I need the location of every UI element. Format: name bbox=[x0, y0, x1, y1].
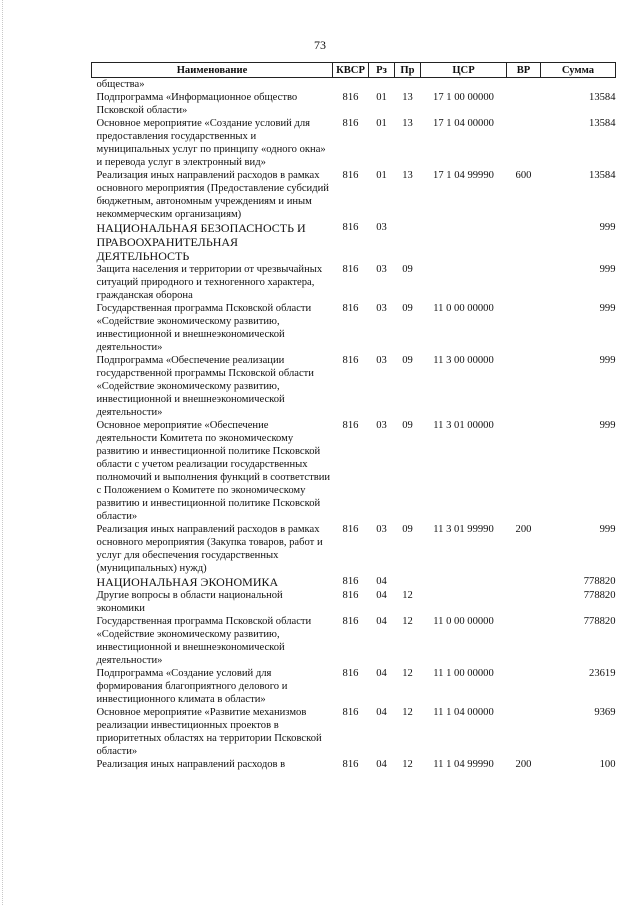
cell-csr: 11 0 00 00000 bbox=[433, 303, 494, 314]
cell-pr: 12 bbox=[402, 759, 413, 770]
cell-rz: 03 bbox=[376, 222, 387, 233]
cell-name: Реализация иных направлений расходов в рамках основного мероприятия (Закупка товаров, работ и услуг для обеспечения государственных (муниципальных) нужд) bbox=[96, 524, 323, 574]
cell-vr: 600 bbox=[515, 170, 532, 181]
table-header bbox=[92, 63, 616, 78]
cell-pr: 09 bbox=[402, 524, 413, 535]
cell-rz: 04 bbox=[376, 707, 387, 718]
header-pr: Пр bbox=[395, 63, 421, 78]
cell-kvsr: 816 bbox=[342, 264, 359, 275]
cell-kvsr: 816 bbox=[342, 616, 359, 627]
cell-name: общества» bbox=[96, 79, 145, 90]
cell-sum: 999 bbox=[599, 420, 616, 431]
cell-sum: 13584 bbox=[589, 118, 616, 129]
header-sum: Сумма bbox=[541, 63, 616, 78]
cell-pr: 12 bbox=[402, 707, 413, 718]
cell-rz: 03 bbox=[376, 303, 387, 314]
cell-pr: 12 bbox=[402, 668, 413, 679]
cell-rz: 01 bbox=[376, 92, 387, 103]
cell-csr bbox=[421, 78, 507, 92]
cell-vr bbox=[507, 589, 541, 615]
table-row bbox=[92, 354, 616, 419]
cell-csr: 17 1 04 00000 bbox=[433, 118, 494, 129]
cell-vr bbox=[507, 354, 541, 419]
cell-kvsr: 816 bbox=[342, 222, 359, 233]
cell-vr bbox=[507, 221, 541, 263]
table-row bbox=[92, 302, 616, 354]
cell-sum bbox=[541, 78, 616, 92]
cell-pr: 09 bbox=[402, 303, 413, 314]
section-row bbox=[92, 575, 616, 589]
cell-csr: 11 3 00 00000 bbox=[433, 355, 494, 366]
cell-sum: 778820 bbox=[583, 616, 616, 627]
cell-vr bbox=[507, 263, 541, 302]
cell-csr: 17 1 00 00000 bbox=[433, 92, 494, 103]
table-row bbox=[92, 117, 616, 169]
cell-csr bbox=[421, 263, 507, 302]
cell-pr: 13 bbox=[402, 170, 413, 181]
cell-sum: 999 bbox=[599, 264, 616, 275]
cell-sum: 999 bbox=[599, 355, 616, 366]
cell-kvsr: 816 bbox=[342, 576, 359, 587]
cell-kvsr: 816 bbox=[342, 355, 359, 366]
table-row bbox=[92, 263, 616, 302]
cell-sum: 13584 bbox=[589, 170, 616, 181]
header-kvsr: КВСР bbox=[333, 63, 369, 78]
cell-csr: 11 1 00 00000 bbox=[433, 668, 494, 679]
cell-sum: 999 bbox=[599, 303, 616, 314]
cell-vr bbox=[507, 419, 541, 523]
cell-csr bbox=[421, 589, 507, 615]
cell-name: Другие вопросы в области национальной экономики bbox=[96, 590, 283, 614]
table-row bbox=[92, 169, 616, 221]
scan-edge-marks bbox=[2, 0, 4, 905]
cell-name: Основное мероприятие «Развитие механизмов реализации инвестиционных проектов в приоритетных областях на территории Псковской области» bbox=[96, 707, 322, 757]
cell-name: Подпрограмма «Обеспечение реализации государственной программы Псковской области «Содействие экономическому развитию, инвестиционной и внешнеэкономической деятельности» bbox=[96, 355, 314, 418]
cell-name: Подпрограмма «Создание условий для формирования благоприятного делового и инвестиционного климата в области» bbox=[96, 668, 288, 705]
cell-csr: 11 0 00 00000 bbox=[433, 616, 494, 627]
cell-name: Государственная программа Псковской области «Содействие экономическому развитию, инвестиционной и внешнеэкономической деятельности» bbox=[96, 616, 312, 666]
header-vr: ВР bbox=[507, 63, 541, 78]
cell-rz: 03 bbox=[376, 524, 387, 535]
cell-vr bbox=[507, 78, 541, 92]
cell-sum: 778820 bbox=[583, 590, 616, 601]
cell-pr: 09 bbox=[402, 355, 413, 366]
cell-rz: 04 bbox=[376, 616, 387, 627]
cell-vr bbox=[507, 615, 541, 667]
cell-kvsr: 816 bbox=[342, 668, 359, 679]
cell-sum: 100 bbox=[599, 759, 616, 770]
cell-sum: 23619 bbox=[589, 668, 616, 679]
cell-pr bbox=[395, 78, 421, 92]
cell-rz: 01 bbox=[376, 170, 387, 181]
cell-kvsr: 816 bbox=[342, 92, 359, 103]
cell-csr bbox=[421, 575, 507, 589]
header-name: Наименование bbox=[92, 63, 333, 78]
cell-rz bbox=[369, 78, 395, 92]
cell-kvsr: 816 bbox=[342, 118, 359, 129]
table-row bbox=[92, 523, 616, 575]
header-csr: ЦСР bbox=[421, 63, 507, 78]
table-row bbox=[92, 758, 616, 771]
cell-rz: 04 bbox=[376, 759, 387, 770]
cell-sum: 778820 bbox=[583, 576, 616, 587]
cell-name: Защита населения и территории от чрезвычайных ситуаций природного и техногенного характера, гражданская оборона bbox=[96, 264, 323, 301]
cell-kvsr: 816 bbox=[342, 590, 359, 601]
cell-rz: 03 bbox=[376, 264, 387, 275]
cell-kvsr: 816 bbox=[342, 707, 359, 718]
cell-vr: 200 bbox=[515, 759, 532, 770]
cell-csr: 11 3 01 99990 bbox=[433, 524, 494, 535]
cell-name: Подпрограмма «Информационное общество Псковской области» bbox=[96, 92, 298, 116]
cell-pr bbox=[395, 221, 421, 263]
cell-csr: 17 1 04 99990 bbox=[433, 170, 494, 181]
cell-sum: 999 bbox=[599, 524, 616, 535]
table-body bbox=[92, 78, 616, 772]
cell-rz: 04 bbox=[376, 668, 387, 679]
cell-pr: 13 bbox=[402, 92, 413, 103]
cell-sum: 13584 bbox=[589, 92, 616, 103]
cell-csr: 11 3 01 00000 bbox=[433, 420, 494, 431]
cell-name: НАЦИОНАЛЬНАЯ ЭКОНОМИКА bbox=[96, 575, 279, 589]
budget-table bbox=[91, 62, 616, 771]
cell-pr: 12 bbox=[402, 616, 413, 627]
cell-pr: 12 bbox=[402, 590, 413, 601]
cell-kvsr: 816 bbox=[342, 524, 359, 535]
cell-sum: 9369 bbox=[594, 707, 616, 718]
cell-pr: 09 bbox=[402, 420, 413, 431]
cell-kvsr: 816 bbox=[342, 170, 359, 181]
cell-vr: 200 bbox=[515, 524, 532, 535]
cell-vr bbox=[507, 667, 541, 706]
cell-rz: 03 bbox=[376, 355, 387, 366]
cell-vr bbox=[507, 575, 541, 589]
header-rz: Рз bbox=[369, 63, 395, 78]
section-row bbox=[92, 221, 616, 263]
cell-rz: 04 bbox=[376, 576, 387, 587]
cell-name: Основное мероприятие «Создание условий для предоставления государственных и муниципальных услуг по принципу «одного окна» и перевода услуг в электронный вид» bbox=[96, 118, 326, 168]
table-row bbox=[92, 419, 616, 523]
cell-name: Реализация иных направлений расходов в bbox=[96, 759, 286, 770]
cell-kvsr: 816 bbox=[342, 759, 359, 770]
cell-pr: 09 bbox=[402, 264, 413, 275]
table-row bbox=[92, 667, 616, 706]
table-row bbox=[92, 706, 616, 758]
cell-csr: 11 1 04 99990 bbox=[433, 759, 494, 770]
table-row bbox=[92, 91, 616, 117]
cell-csr: 11 1 04 00000 bbox=[433, 707, 494, 718]
cell-rz: 01 bbox=[376, 118, 387, 129]
table-row bbox=[92, 615, 616, 667]
table-row bbox=[92, 589, 616, 615]
cell-vr bbox=[507, 91, 541, 117]
table-row bbox=[92, 78, 616, 92]
cell-pr bbox=[395, 575, 421, 589]
cell-name: Реализация иных направлений расходов в рамках основного мероприятия (Предоставление субсидий бюджетным, автономным учреждениям и иным некоммерческим организациям) bbox=[96, 170, 329, 220]
cell-rz: 04 bbox=[376, 590, 387, 601]
cell-kvsr: 816 bbox=[342, 303, 359, 314]
cell-pr: 13 bbox=[402, 118, 413, 129]
cell-kvsr: 816 bbox=[342, 420, 359, 431]
cell-name: НАЦИОНАЛЬНАЯ БЕЗОПАСНОСТЬ И ПРАВООХРАНИТЕЛЬНАЯ ДЕЯТЕЛЬНОСТЬ bbox=[96, 221, 306, 263]
cell-name: Основное мероприятие «Обеспечение деятельности Комитета по экономическому развитию и инвестиционной политике Псковской области с учетом реализации государственных полномочий и выполнения функций в соответствии с Положением о Комитете по экономическому развитию и инвестиционной политике Псковской области» bbox=[96, 420, 331, 522]
cell-sum: 999 bbox=[599, 222, 616, 233]
cell-csr bbox=[421, 221, 507, 263]
page-number: 73 bbox=[314, 38, 326, 52]
cell-name: Государственная программа Псковской области «Содействие экономическому развитию, инвестиционной и внешнеэкономической деятельности» bbox=[96, 303, 312, 353]
cell-vr bbox=[507, 302, 541, 354]
cell-rz: 03 bbox=[376, 420, 387, 431]
cell-vr bbox=[507, 706, 541, 758]
cell-kvsr bbox=[333, 78, 369, 92]
cell-vr bbox=[507, 117, 541, 169]
